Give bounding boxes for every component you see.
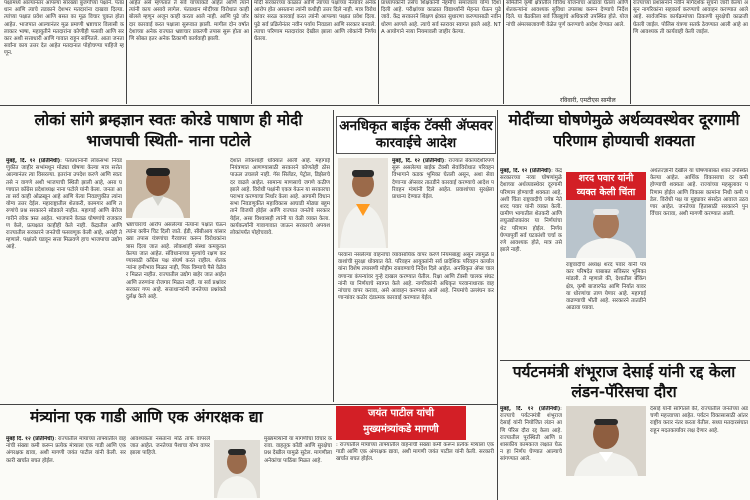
story3-headline: मोदींच्या घोषणेमुळे अर्थव्यवस्थेवर दूरगामी परिणाम होण्याची शक्यता	[508, 111, 740, 150]
top-article-col-2: आहेत असे म्हणतात ते सर्व यांच्याकडे आहेत आणि त्याने त्यांनी काय असावे लागेल. पंतप्रधान मोदींच्या विरोधात काही बोलले म्हणून अजून काही करता आले नाही. आणि पुढे जोरदार कारवाई करत पक्षाला सुरूवात झाली. मागील दोन वर्षात देशाच्या अनेक राज्यात भ्रष्टाचार प्रकरणी तपास सुरू होता आणि सोबत इतर अनेक ठिकाणी कार्यवाही झाली.	[129, 0, 249, 43]
story5-body-left: मुंबई दि. १२ (प्रतिनिधी): राज्यातील मंत्र्यांच्या ताफ्यातील वाहनांची संख्या कमी करून प्रत्येक मंत्र्याला एक गाडी आणि एक अंगरक्षक द्यावा, अशी मागणी जयंत पाटील यांनी केली. सरकारी खर्चात बचत होईल.	[6, 436, 126, 464]
story1-body-right: देशात लोकशाही धोक्यात आली आहे. महागाई नियंत्रणात आणण्यासाठी सरकारने कोणतेही ठोस पाऊल उचलले नाही. गॅस सिलेंडर, पेट्रोल, डिझेलचे दर वाढले आहेत. सामान्य माणसाचे जगणे कठीण झाले आहे. विरोधी पक्षांनी एकत्र येऊन या सरकारचा पराभव करण्याचा निर्धार केला आहे. आगामी विधानसभा निवडणुकीत महाविकास आघाडी मोठ्या बहुमताने विजयी होईल आणि राज्यात जनतेचे सरकार येईल, असा विश्वासही त्यांनी या वेळी व्यक्त केला. कार्यकर्त्यांनी गावागावात जाऊन सरकारचे अपयश लोकांपर्यंत पोहोचवावे.	[230, 158, 330, 237]
story4-body-right: देसाई यांनी सांगितले की, राज्यातील जनतेच्या अडचणी महत्त्वाच्या आहेत. पर्यटन विकासासाठी आंतरराष्ट्रीय करार नंतर करता येतील. सध्या मतदारसंघात राहून मदतकार्यावर लक्ष देणार आहे.	[650, 406, 748, 434]
story4-body-left: मुंबई, दि. १२ (प्रतिनिधी): राज्याचे पर्यटनमंत्री शंभूराज देसाई यांनी नियोजित लंडन आणि पॅरिस दौरा रद्द केला आहे. राज्यातील पूरस्थिती आणि प्रशासकीय कामकाज लक्षात घेऊन हा निर्णय घेण्यात आल्याचे सांगण्यात आले.	[500, 406, 562, 463]
top-article-col-6: राज्याच्या प्रशासनाने नवीन मार्गदर्शक सूचना जारी केल्या असून नागरिकांना सहकार्य करण्याचे आवाहन करण्यात आले आहे. सार्वजनिक कार्यक्रमांच्या ठिकाणी सुरक्षेची काळजी घेतली जाईल. पोलिस यंत्रणा सतर्क ठेवण्यात आली आहे आणि आवश्यक ती कार्यवाही केली जाईल.	[633, 0, 748, 35]
story5-body-mid: आवश्यकता नसताना मोठे ताफे वापरले जात आहेत. जनतेच्या पैशाचा योग्य वापर झाला पाहिजे.	[130, 436, 210, 457]
shambhuraj-desai-photo	[566, 406, 646, 476]
story2-body-bottom: परवाना नसलेल्या वाहनांचा व्यावसायिक वापर करणे नियमबाह्य असून त्यामुळे प्रवाशांची सुरक्षा धोक्यात येते. परिवहन आयुक्तांनी सर्व प्रादेशिक परिवहन कार्यालयांना विशेष तपासणी मोहीम राबवण्याचे निर्देश दिले आहेत. अनधिकृत ॲप्स चालवणाऱ्या कंपन्यांवर गुन्हे दाखल करण्यात येतील. रिक्षा आणि टॅक्सी चालक संघटनांनी या निर्णयाचे स्वागत केले आहे. नागरिकांनी अधिकृत परवानाधारक वाहनांचाच वापर करावा, असे आवाहन करण्यात आले आहे. नियमांचे उल्लंघन करणाऱ्यांवर कठोर दंडात्मक कारवाई करण्यात येईल.	[338, 252, 494, 302]
story3-label: शरद पवार यांनी व्यक्त केली चिंता	[566, 172, 646, 200]
story3-body-right: अर्थतज्ज्ञांनी देखील या घोषणांबाबत शंका उपस्थित केल्या आहेत. आर्थिक विकासाचा दर कमी होण्याची शक्यता आहे. राज्यांच्या महसुलावर परिणाम होईल आणि विकास कामांना निधी कमी पडेल. विरोधी पक्ष या मुद्द्यावर संसदेत आवाज उठवणार आहेत. जनतेच्या हितासाठी सरकारने पुनर्विचार करावा, अशी मागणी करण्यात आली.	[650, 168, 748, 218]
sharad-pawar-photo	[566, 200, 646, 258]
story4-headline: पर्यटनमंत्री शंभूराज देसाई यांनी रद्द केला लंडन-पॅरिसचा दौरा	[512, 363, 736, 401]
story1-body-mid: भ्रष्टाचाराचे आरोप असलेल्या नेत्यांना पक्षात घेऊन त्यांना क्लीन चिट दिली जाते. ईडी, सीबीआय यांसारख्या तपास यंत्रणांचा गैरवापर करून विरोधकांना त्रास दिला जात आहे. लोकशाही संस्था कमकुवत केल्या जात आहेत. संविधानाच्या मूल्यांचे रक्षण करण्यासाठी काँग्रेस पक्ष संघर्ष करत राहील. शेतकऱ्यांना हमीभाव मिळत नाही, पिक विम्याचे पैसे वेळेवर मिळत नाहीत. राज्यातील उद्योग बाहेर जात आहेत आणि तरुणांना रोजगार मिळत नाही. या सर्व प्रश्नांवर सरकार गप्प आहे. सत्ताधाऱ्यांनी जनतेच्या प्रश्नांकडे दुर्लक्ष केले आहे.	[126, 222, 226, 301]
top-article-col-3: मोदी सरकारच्या काळात आणि त्यांच्या पक्षाच्या नेत्यांवर अनेक आरोप होत असताना त्यांनी कधीही उत्तर दिले नाही. मात्र विरोधकांवर सरळ कारवाई करत त्यांनी आपल्या पक्षात प्रवेश दिला. पुढे सर्व प्रक्रियेनंतर नवीन पर्याय निवडला आणि सरकार बनवले. त्याचा परिणाम मतदारांवर देखील झाला आणि लोकांनी निर्णय घेतला.	[254, 0, 376, 43]
jayant-patil-photo	[214, 440, 260, 498]
story4-dateline: मुंबई, दि. १२ (प्रतिनिधी)	[500, 406, 561, 412]
story2-body-top: मुंबई, दि. १२ (प्रतिनिधी): राज्यात बेकायदेशीरपणे सुरू असलेल्या बाईक टॅक्सी सेवांविरोधात परिवहन विभागाने कडक भूमिका घेतली असून, अशा सेवा देणाऱ्या ॲप्सवर तातडीने कारवाई करण्याचे आदेश परिवहन मंत्र्यांनी दिले आहेत. प्रवाशांच्या सुरक्षेला प्राधान्य देण्यात येईल.	[392, 158, 494, 201]
story2-dateline: मुंबई, दि. १२ (प्रतिनिधी)	[392, 158, 445, 164]
story3-dateline: मुंबई, दि. १२ (प्रतिनिधी)	[500, 168, 552, 174]
top-article-col-5-tail: रविवारी, एमटीएस सामील	[560, 97, 616, 104]
nana-patole-photo	[126, 160, 190, 218]
story3-body-mid: राष्ट्रवादीचे अध्यक्ष शरद पवार यांनी पत्रकार परिषदेत याबाबत सविस्तर भूमिका मांडली. ते म्हणाले की, देशातील बँकिंग क्षेत्र, कृषी बाजारपेठ आणि निर्यात यावर या धोरणांचा ताण येणार आहे. महागाई वाढण्याची भीती आहे. सरकारने तातडीने आढावा घ्यावा.	[566, 262, 646, 312]
story5-dateline: मुंबई दि. १२ (प्रतिनिधी)	[6, 436, 55, 442]
story5-label: जयंत पाटील यांची मुख्यमंत्र्यांकडे मागणी	[336, 406, 466, 440]
story5-body-right: मुख्यमंत्र्यांनी या मागणीचा विचार करावा. वाहतूक कोंडी आणि सुरक्षेचा प्रश्न देखील यामुळे सुटेल. मागणीला अनेकांचा पाठिंबा मिळत आहे.	[264, 436, 332, 464]
story1-dateline: मुंबई, दि. १२ (प्रतिनिधी)	[6, 158, 61, 164]
top-article-col-1: पक्षामध्ये आल्यानंतर आपल्या सारख्या बुजर्गांच्या पक्षाने. पंतप्रधान आणि त्याचे तडकाने देशभर मतदारांना दाखवा दिल्या. त्यांच्या पक्षात प्रवेश आणि बसत का मूळ विचार चुकत होता आहेत. भाजपात आल्यानंतर मूळ प्रमाणी भ्रष्टाचार विलासी कलाकार भाषा, महायुतीने मतदारांना कोणीही फसवी आणि सरकार अशी सत्ताधारी आणि गावात राहून सांगितले. आता जनता सर्वांना काय उत्तर देत आहेत मतदानात पोहोचण्या पाहिजे म्हणून.	[4, 0, 124, 57]
story1-body-left: मुंबई, दि. १२ (प्रतिनिधी): पंतप्रधानांनी लोकसभा निवडणुकीत जाहीर सभांमधून मोठ्या घोषणा केल्या मात्र सत्तेत आल्यानंतर त्या विसरल्या. इतरांना उपदेश करणे आणि स्वतः तसे न वागणे अशी भाजपाची स्थिती झाली आहे, असा घणाघात काँग्रेस प्रदेशाध्यक्ष नाना पटोले यांनी केला. जनता आता सर्व काही ओळखून आहे आणि येत्या निवडणुकीत त्यांना योग्य उत्तर देईल. महाराष्ट्रातील शेतकरी, कामगार आणि तरुणांचे प्रश्न सरकारने सोडवले नाहीत. महागाई आणि बेरोजगारीने लोक त्रस्त आहेत. भाजपाने केवळ घोषणांचे राजकारण केले, प्रत्यक्षात काहीही केले नाही. केंद्रातील आणि राज्यातील सरकारने जनतेची फसवणूक केली आहे, असेही ते म्हणाले. पक्षांतरे घडवून सत्ता मिळवणे हाच भाजपाचा उद्योग आहे.	[6, 158, 122, 251]
story1-headline: लोकां सांगे ब्रम्हज्ञान स्वतः कोरडे पाषाण ही मोदी भाजपाची स्थिती- नाना पटोले	[34, 111, 303, 150]
story2-headline-box: अनधिकृत बाईक टॅक्सी ॲप्सवर कारवाईचे आदेश	[336, 116, 496, 154]
top-article-col-4: प्राध्यापकांनी तसेच शिक्षकांनी नेहमीच समाजाला योग्य दिशा दिली आहे. परीक्षांच्या काळात विद्यार्थ्यांनी मेहनत घेऊन पुढे जावे. केंद्र सरकारने शिक्षण क्षेत्रात सुधारणा करण्यासाठी नवीन धोरण आणले आहे. त्याचे सर्व स्तरावर स्वागत झाले आहे. NTA आयोगाने नव्या नियमावली जाहीर केल्या.	[381, 0, 501, 35]
transport-minister-photo	[338, 158, 388, 248]
story5-body-far: : राज्यातील मंत्र्यांच्या ताफ्यातील वाहनांची संख्या कमी करून प्रत्येक मंत्र्याला एक गाडी आणि एक अंगरक्षक द्यावा, अशी मागणी जयंत पाटील यांनी केली. सरकारी खर्चात बचत होईल.	[336, 442, 494, 463]
story3-body-left: मुंबई, दि. १२ (प्रतिनिधी): केंद्र सरकारच्या नव्या घोषणांमुळे देशाच्या अर्थव्यवस्थेवर दूरगामी परिणाम होण्याची शक्यता आहे, अशी चिंता राष्ट्रवादीचे ज्येष्ठ नेते शरद पवार यांनी व्यक्त केली. ग्रामीण भागातील शेतकरी आणि लघुउद्योजकांवर या निर्णयांचा थेट परिणाम होईल. निर्णय घेण्यापूर्वी सर्व घटकांशी चर्चा करणे आवश्यक होते, मात्र तसे झाले नाही.	[500, 168, 562, 254]
story5-headline: मंत्र्यांना एक गाडी आणि एक अंगरक्षक द्या	[30, 408, 263, 426]
top-article-col-5: समितीने कृषी क्षेत्रातील विविध योजनांचा आढावा घेतला आणि शेतकऱ्यांना आवश्यक सुविधा उपलब्ध करून देण्याचे निर्देश दिले. या बैठकीला सर्व जिल्ह्यांचे अधिकारी उपस्थित होते. योजनांची अंमलबजावणी वेळेत पूर्ण करण्याचे आदेश देण्यात आले.	[506, 0, 628, 28]
